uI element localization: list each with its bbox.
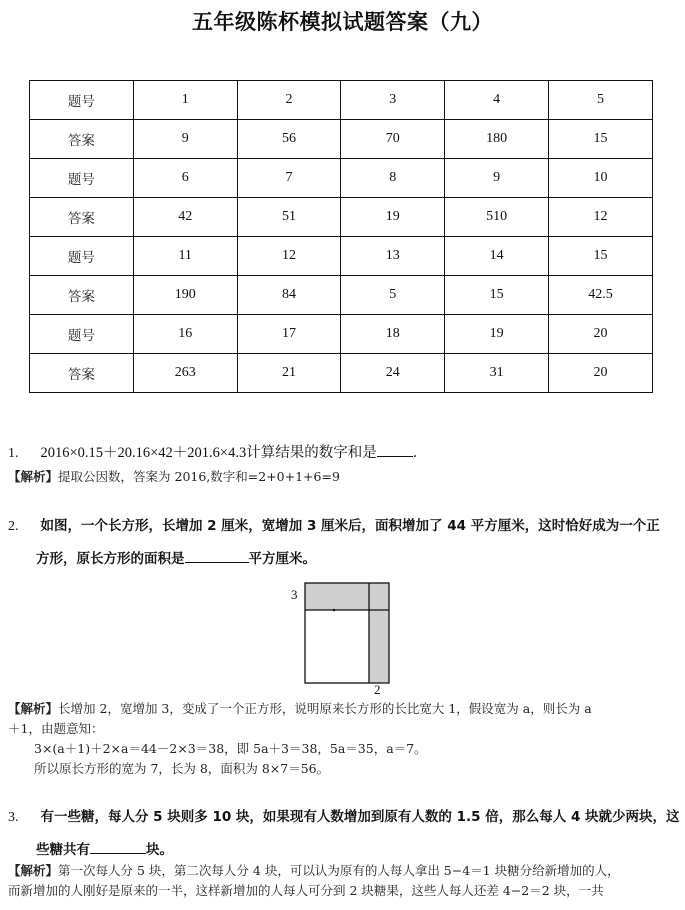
row-label: 题号 — [30, 81, 134, 120]
row-label: 题号 — [30, 159, 134, 198]
solution-line: 所以原长方形的宽为 7，长为 8，面积为 8×7＝56。 — [34, 761, 330, 776]
table-cell: 13 — [341, 237, 445, 276]
page-title: 五年级陈杯模拟试题答案（九） — [192, 10, 493, 34]
table-cell: 15 — [445, 276, 549, 315]
solution-1 — [8, 467, 340, 487]
table-cell: 6 — [133, 159, 237, 198]
table-cell: 8 — [341, 159, 445, 198]
table-cell: 12 — [549, 198, 653, 237]
table-cell: 16 — [133, 315, 237, 354]
label-bottom: 2 — [374, 682, 381, 697]
table-cell: 17 — [237, 315, 341, 354]
table-cell: 20 — [549, 315, 653, 354]
table-cell: 19 — [341, 198, 445, 237]
table-row — [30, 315, 653, 354]
table-cell: 84 — [237, 276, 341, 315]
row-label: 题号 — [30, 315, 134, 354]
answer-blank — [377, 442, 413, 457]
table-cell: 1 — [133, 81, 237, 120]
solution-tag: 【解析】 — [8, 469, 59, 484]
table-cell: 15 — [549, 237, 653, 276]
table-cell: 24 — [341, 354, 445, 393]
question-number: 2. — [8, 519, 19, 534]
table-cell: 2 — [237, 81, 341, 120]
table-cell: 180 — [445, 120, 549, 159]
table-cell: 42.5 — [549, 276, 653, 315]
table-cell: 19 — [445, 315, 549, 354]
solution-2 — [8, 699, 680, 779]
question-text-line2: 些糖共有 — [36, 842, 90, 858]
solution-line-text: 第一次每人分 5 块，第二次每人分 4 块，可以认为原有的人每人拿出 5−4＝1 块糖分给新增加的人， — [58, 863, 620, 878]
question-tail: 块。 — [146, 842, 173, 858]
table-row — [30, 81, 653, 120]
table-cell: 263 — [133, 354, 237, 393]
table-cell: 12 — [237, 237, 341, 276]
table-cell: 5 — [341, 276, 445, 315]
row-label: 答案 — [30, 276, 134, 315]
table-cell: 9 — [445, 159, 549, 198]
table-cell: 15 — [549, 120, 653, 159]
question-text-line2: 方形，原长方形的面积是 — [36, 551, 185, 567]
answer-table — [29, 80, 653, 393]
row-label: 答案 — [30, 354, 134, 393]
table-cell: 11 — [133, 237, 237, 276]
solution-3 — [8, 861, 685, 901]
label-top: 3 — [291, 587, 298, 602]
rectangle-diagram-icon — [290, 580, 400, 695]
table-cell: 31 — [445, 354, 549, 393]
table-row — [30, 276, 653, 315]
table-cell: 18 — [341, 315, 445, 354]
answer-blank — [185, 548, 249, 563]
solution-line: 而新增加的人刚好是原来的一半，这样新增加的人每人可分到 2 块糖果，这些人每人还差 4−2＝2 块，一共 — [8, 883, 604, 898]
table-cell: 510 — [445, 198, 549, 237]
question-2 — [8, 514, 660, 535]
table-cell: 190 — [133, 276, 237, 315]
table-row — [30, 120, 653, 159]
table-cell: 5 — [549, 81, 653, 120]
row-label: 答案 — [30, 198, 134, 237]
solution-line: 提取公因数，答案为 2016,数字和=2+0+1+6=9 — [58, 469, 340, 484]
table-cell: 4 — [445, 81, 549, 120]
question-1 — [8, 441, 417, 462]
question-number: 1. — [8, 446, 19, 461]
solution-line-text: 长增加 2，宽增加 3，变成了一个正方形，说明原来长方形的长比宽大 1，假设宽为 a，则长为 a — [58, 701, 592, 716]
table-row — [30, 159, 653, 198]
row-label: 题号 — [30, 237, 134, 276]
table-cell: 20 — [549, 354, 653, 393]
table-row — [30, 237, 653, 276]
table-cell: 7 — [237, 159, 341, 198]
question-3-line2 — [36, 838, 173, 858]
solution-tag: 【解析】 — [8, 701, 59, 716]
table-cell: 70 — [341, 120, 445, 159]
question-tail: . — [412, 445, 418, 461]
question-2-line2 — [36, 547, 316, 567]
row-label: 答案 — [30, 120, 134, 159]
solution-line — [8, 861, 685, 881]
solution-line: ＋1，由题意知： — [8, 721, 104, 736]
question-number: 3. — [8, 810, 19, 825]
solution-tag: 【解析】 — [8, 863, 59, 878]
table-cell: 56 — [237, 120, 341, 159]
table-cell: 9 — [133, 120, 237, 159]
question-tail: 平方厘米。 — [248, 551, 316, 567]
answer-blank — [90, 839, 146, 854]
table-cell: 42 — [133, 198, 237, 237]
table-cell: 3 — [341, 81, 445, 120]
table-cell: 51 — [237, 198, 341, 237]
table-cell: 21 — [237, 354, 341, 393]
question-text: 2016×0.15＋20.16×42＋201.6×4.3计算结果的数字和是 — [40, 445, 377, 461]
table-row — [30, 198, 653, 237]
solution-line: 3×(a＋1)＋2×a＝44－2×3＝38，即 5a＋3＝38，5a＝35，a＝7。 — [34, 741, 427, 756]
question-3 — [8, 805, 680, 826]
table-cell: 10 — [549, 159, 653, 198]
table-row — [30, 354, 653, 393]
rectangle-figure — [290, 580, 400, 695]
question-text-line1: 有一些糖，每人分 5 块则多 10 块，如果现有人数增加到原有人数的 1.5 倍，那么每人 4 块就少两块，这 — [40, 809, 680, 825]
solution-line — [8, 699, 680, 719]
table-cell: 14 — [445, 237, 549, 276]
question-text-line1: 如图，一个长方形，长增加 2 厘米，宽增加 3 厘米后，面积增加了 44 平方厘米，这时恰好成为一个正 — [40, 518, 660, 534]
